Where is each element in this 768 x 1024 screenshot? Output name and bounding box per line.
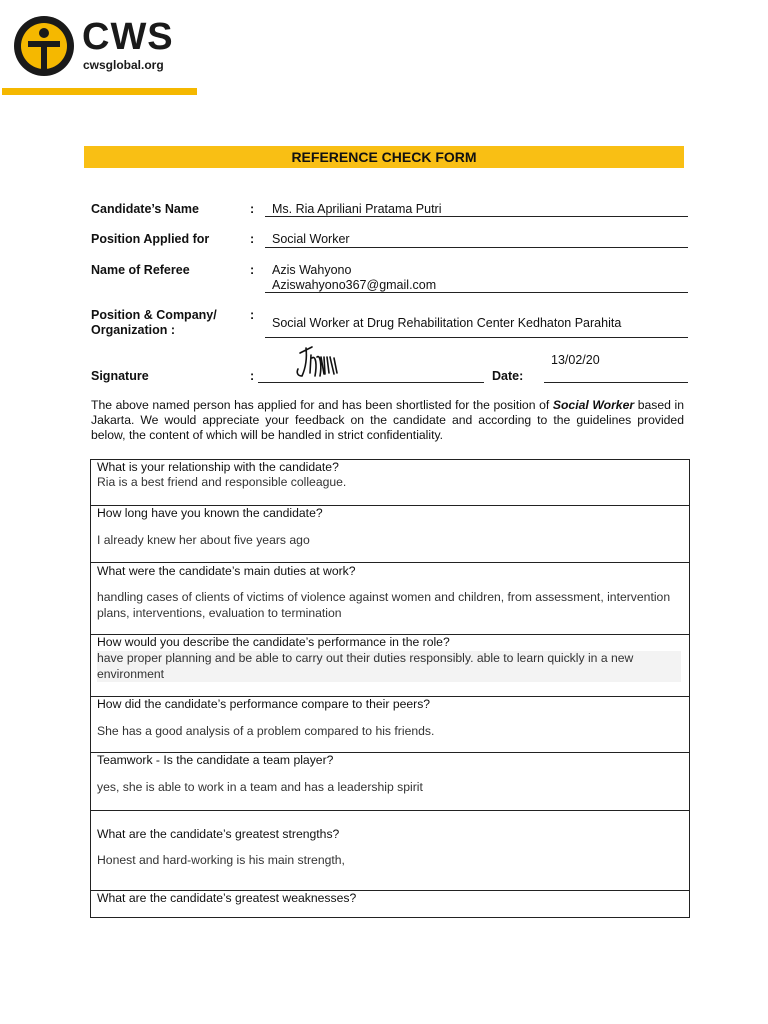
separator-colon: : (250, 369, 255, 383)
answer-text[interactable]: She has a good analysis of a problem compared to his friends. (97, 724, 435, 738)
answer-text[interactable]: have proper planning and be able to carry out their duties responsibly. able to learn quickly in a new environment (97, 651, 681, 682)
question-text: What is your relationship with the candidate? (97, 460, 339, 474)
answer-text[interactable]: Honest and hard-working is his main strength, (97, 853, 345, 867)
date-label: Date: (492, 369, 524, 383)
signature-label: Signature (91, 369, 149, 383)
question-row (91, 460, 689, 505)
position-applied-value[interactable]: Social Worker (272, 232, 350, 246)
cws-logo (12, 14, 212, 80)
logo-underline (2, 88, 197, 95)
position-applied-label: Position Applied for (91, 232, 210, 246)
referee-name-value[interactable]: Azis Wahyono (272, 263, 352, 277)
separator-colon: : (250, 263, 255, 277)
date-underline (544, 382, 688, 383)
position-company-value[interactable]: Social Worker at Drug Rehabilitation Center Kedhaton Parahita (272, 316, 622, 330)
position-applied-underline (265, 247, 688, 248)
reference-questions-table (90, 459, 690, 918)
question-text: How did the candidate’s performance compare to their peers? (97, 697, 431, 711)
question-row (91, 634, 689, 696)
question-row (91, 890, 689, 917)
intro-text-start: The above named person has applied for and has been shortlisted for the position of (91, 398, 553, 412)
candidate-name-value[interactable]: Ms. Ria Apriliani Pratama Putri (272, 202, 442, 216)
date-value[interactable]: 13/02/20 (551, 353, 600, 367)
intro-paragraph (91, 398, 684, 444)
separator-colon: : (250, 308, 255, 322)
question-text: Teamwork - Is the candidate a team player? (97, 753, 334, 767)
position-company-underline (265, 337, 688, 338)
question-row (91, 562, 689, 634)
question-text: What were the candidate’s main duties at work? (97, 564, 356, 578)
organization-label: Organization : (91, 323, 176, 337)
cws-cross-icon (12, 14, 76, 78)
signature-underline (258, 382, 484, 383)
question-text: How would you describe the candidate’s performance in the role? (97, 635, 450, 649)
question-text: What are the candidate’s greatest weaknesses? (97, 891, 357, 905)
separator-colon: : (250, 232, 255, 246)
question-row (91, 752, 689, 810)
logo-wordmark: CWS (82, 16, 174, 58)
candidate-name-underline (265, 216, 688, 217)
question-row (91, 810, 689, 890)
question-row (91, 696, 689, 752)
logo-url: cwsglobal.org (83, 58, 164, 72)
answer-text[interactable]: Ria is a best friend and responsible colleague. (97, 475, 347, 489)
intro-position-emphasis: Social Worker (552, 398, 635, 412)
referee-email-value[interactable]: Aziswahyono367@gmail.com (272, 278, 437, 292)
intro-text-end: based in Jakarta. We would appreciate your feedback on the candidate and according to the guidelines provided below, the content of which will be handled in strict confidentiality. (91, 398, 685, 443)
question-text: What are the candidate’s greatest strengths? (97, 827, 340, 841)
answer-text[interactable]: I already knew her about five years ago (97, 533, 310, 547)
answer-text[interactable]: handling cases of clients of victims of violence against women and children, from assessment, intervention plans, interventions, evaluation to termination (97, 590, 671, 620)
question-text: How long have you known the candidate? (97, 506, 323, 520)
question-row (91, 505, 689, 562)
position-company-label: Position & Company/ (91, 308, 217, 322)
referee-underline (265, 292, 688, 293)
handwritten-signature (294, 343, 344, 381)
candidate-name-label: Candidate’s Name (91, 202, 199, 216)
form-title: REFERENCE CHECK FORM (84, 146, 684, 168)
answer-text[interactable]: yes, she is able to work in a team and has a leadership spirit (97, 780, 423, 794)
referee-name-label: Name of Referee (91, 263, 190, 277)
separator-colon: : (250, 202, 255, 216)
